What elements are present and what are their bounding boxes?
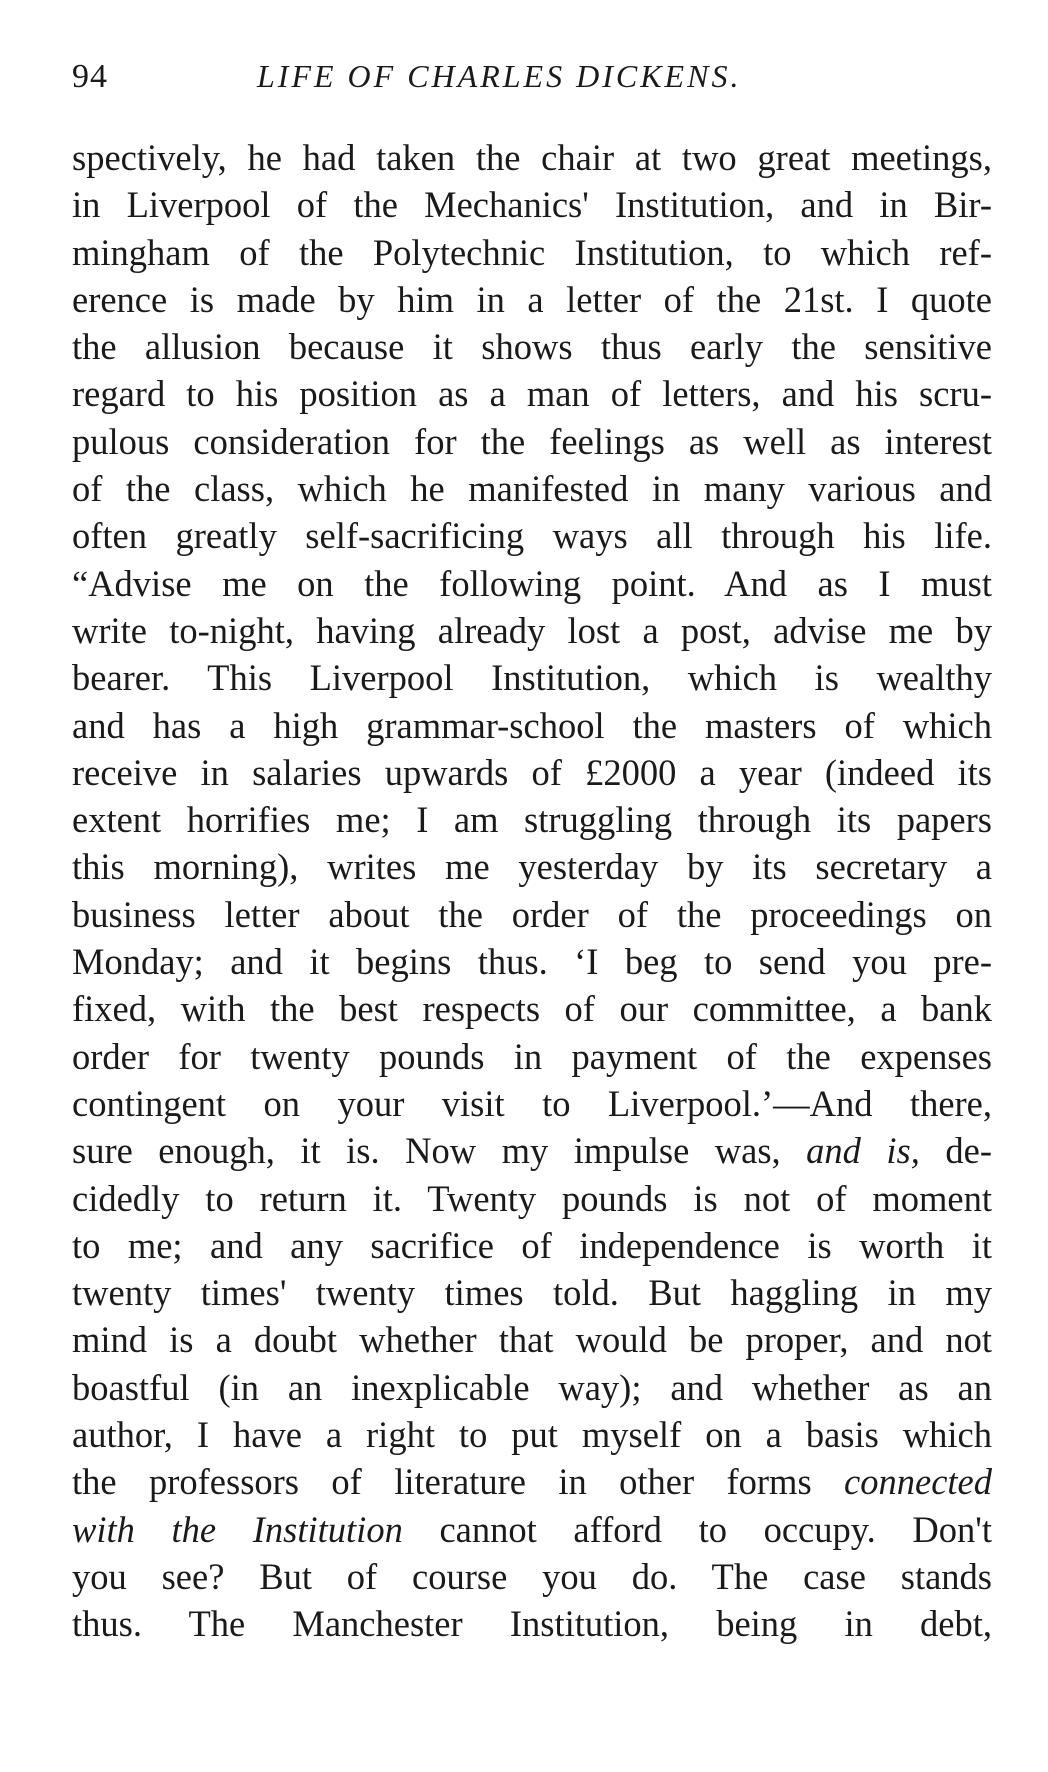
running-head: LIFE OF CHARLES DICKENS. [257,58,742,94]
text-segment: often greatly self-sacrificing ways all through his life. [72,515,992,557]
text-segment: mind is a doubt whether that would be proper, and not [72,1319,992,1361]
text-segment: author, I have a right to put myself on a basis which [72,1414,992,1456]
text-segment: cannot afford to occupy. Don't [402,1508,992,1550]
text-line [72,938,992,985]
text-segment: bearer. This Liverpool Institution, which is wealthy [72,657,992,699]
text-segment: in Liverpool of the Mechanics' Institution, and in Bir- [72,184,992,226]
text-line [72,1269,992,1316]
text-segment: spectively, he had taken the chair at two great meetings, [72,137,992,178]
text-segment: of the class, which he manifested in many various and [72,468,992,510]
text-line [72,418,992,465]
italic-text-segment: with the Institution [72,1508,403,1550]
text-line [72,1175,992,1222]
text-line [72,1506,992,1553]
text-line [72,1600,992,1647]
text-segment: pulous consideration for the feelings as well as interest [72,420,992,462]
text-line [72,1553,992,1600]
text-line [72,654,992,701]
text-segment: fixed, with the best respects of our committee, a bank [72,988,992,1030]
text-segment: twenty times' twenty times told. But haggling in my [72,1272,992,1314]
text-line [72,512,992,559]
text-line [72,1411,992,1458]
text-segment: sure enough, it is. Now my impulse was, [72,1130,807,1172]
body-text [72,134,992,1648]
text-line [72,1222,992,1269]
text-segment: to me; and any sacrifice of independence is worth it [72,1224,992,1266]
text-segment: and has a high grammar-school the masters of which [72,704,992,746]
italic-text-segment: connected [844,1461,992,1503]
text-line [72,1033,992,1080]
text-segment: the allusion because it shows thus early the sensitive [72,326,992,368]
text-segment: “Advise me on the following point. And as I must [72,562,992,604]
text-line [72,843,992,890]
text-segment: order for twenty pounds in payment of the expenses [72,1035,992,1077]
text-line [72,560,992,607]
text-segment: mingham of the Polytechnic Institution, to which ref- [72,231,992,273]
text-line [72,229,992,276]
text-segment: write to-night, having already lost a post, advise me by [72,609,992,651]
text-segment: boastful (in an inexplicable way); and whether as an [72,1366,992,1408]
text-line [72,181,992,228]
text-line [72,465,992,512]
text-line [72,985,992,1032]
text-segment: contingent on your visit to Liverpool.’—And there, [72,1082,992,1124]
text-line [72,134,992,181]
text-line [72,891,992,938]
text-segment: Monday; and it begins thus. ‘I beg to send you pre- [72,941,992,983]
text-segment: thus. The Manchester Institution, being in debt, [72,1603,992,1645]
text-line [72,1458,992,1505]
text-segment: this morning), writes me yesterday by its secretary a [72,846,992,888]
text-segment: cidedly to return it. Twenty pounds is not of moment [72,1177,992,1219]
page-header [72,58,992,108]
text-line [72,1127,992,1174]
italic-text-segment: and is, [806,1130,920,1172]
text-segment: business letter about the order of the proceedings on [72,893,992,935]
text-line [72,702,992,749]
text-segment: erence is made by him in a letter of the 21st. I quote [72,278,992,320]
text-segment: the professors of literature in other forms [72,1461,845,1503]
text-line [72,796,992,843]
text-segment: regard to his position as a man of letters, and his scru- [72,373,992,415]
text-line [72,276,992,323]
text-line [72,607,992,654]
text-line [72,370,992,417]
text-segment: receive in salaries upwards of £2000 a year (indeed its [72,751,992,793]
text-segment: you see? But of course you do. The case stands [72,1555,992,1597]
text-line [72,749,992,796]
text-line [72,1316,992,1363]
text-segment: de- [919,1130,992,1172]
page-number: 94 [72,58,108,95]
text-line [72,1364,992,1411]
text-line [72,1080,992,1127]
text-line [72,323,992,370]
text-segment: extent horrifies me; I am struggling through its papers [72,799,992,841]
